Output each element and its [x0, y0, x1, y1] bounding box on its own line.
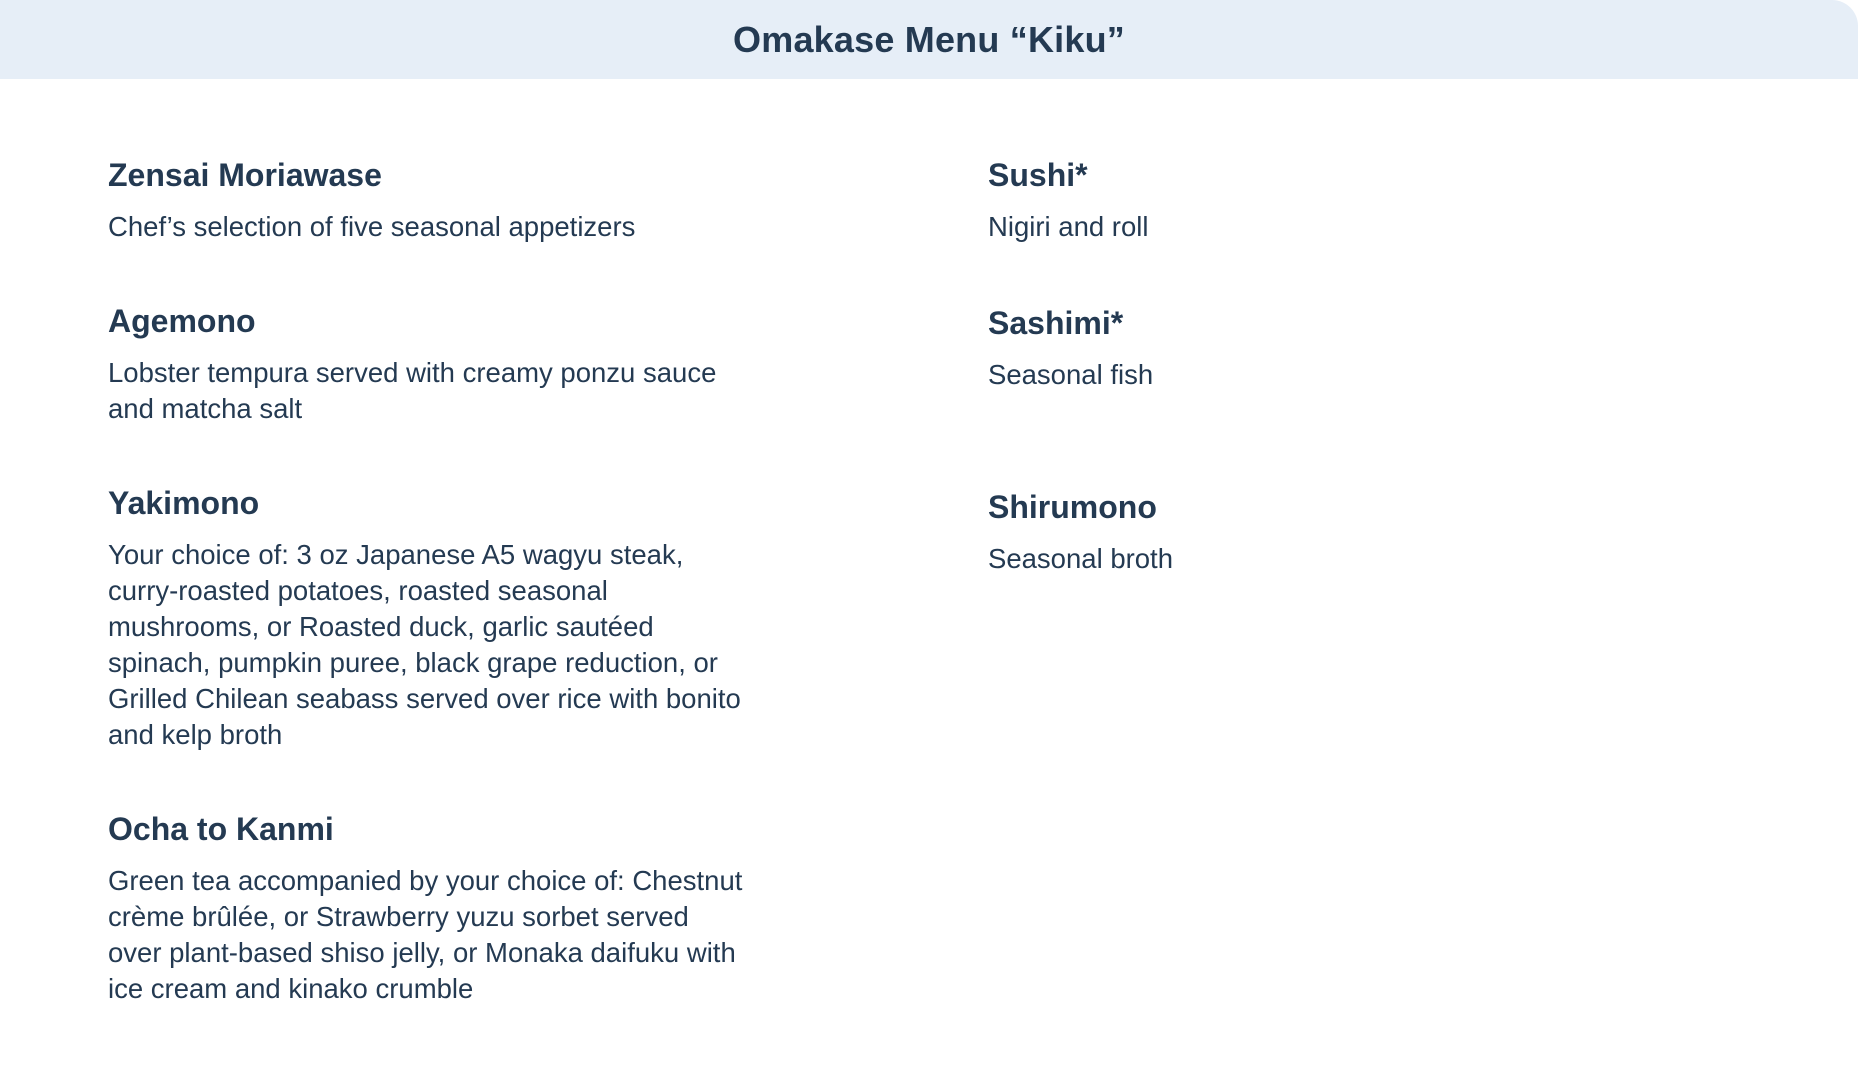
menu-column-left [108, 155, 748, 1007]
menu-item-description: Chef’s selection of five seasonal appetizers [108, 211, 636, 242]
menu-item-description: Seasonal fish [988, 359, 1154, 390]
menu-item-description: Green tea accompanied by your choice of: Chestnut crème brûlée, or Strawberry yuzu sorbet served over plant-based shiso jelly, or Monaka daifuku with ice cream and kinako crumble [108, 865, 743, 1004]
menu-item-description: Seasonal broth [988, 543, 1173, 574]
menu-header [0, 0, 1858, 79]
menu-item-description: Nigiri and roll [988, 211, 1149, 242]
menu-item-name: Sushi* [988, 157, 1088, 193]
menu-item-name: Sashimi* [988, 305, 1124, 341]
menu-item-name: Agemono [108, 303, 256, 339]
menu-item [108, 809, 748, 1007]
menu-item-name: Ocha to Kanmi [108, 811, 334, 847]
page-title: Omakase Menu “Kiku” [733, 18, 1125, 60]
menu-item [988, 303, 1628, 393]
menu-item [108, 301, 748, 427]
menu-item-description: Lobster tempura served with creamy ponzu sauce and matcha salt [108, 357, 717, 424]
menu-item-name: Zensai Moriawase [108, 157, 382, 193]
menu-item [108, 155, 748, 245]
menu-item [988, 155, 1628, 245]
menu-item-description: Your choice of: 3 oz Japanese A5 wagyu steak, curry-roasted potatoes, roasted seasonal mushrooms, or Roasted duck, garlic sautéed spinach, pumpkin puree, black grape reduction, or Grilled Chilean seabass served over rice with bonito and kelp broth [108, 539, 741, 750]
menu-item-name: Shirumono [988, 489, 1157, 525]
menu-item-name: Yakimono [108, 485, 260, 521]
menu-item [108, 483, 748, 753]
menu-item [988, 487, 1628, 577]
